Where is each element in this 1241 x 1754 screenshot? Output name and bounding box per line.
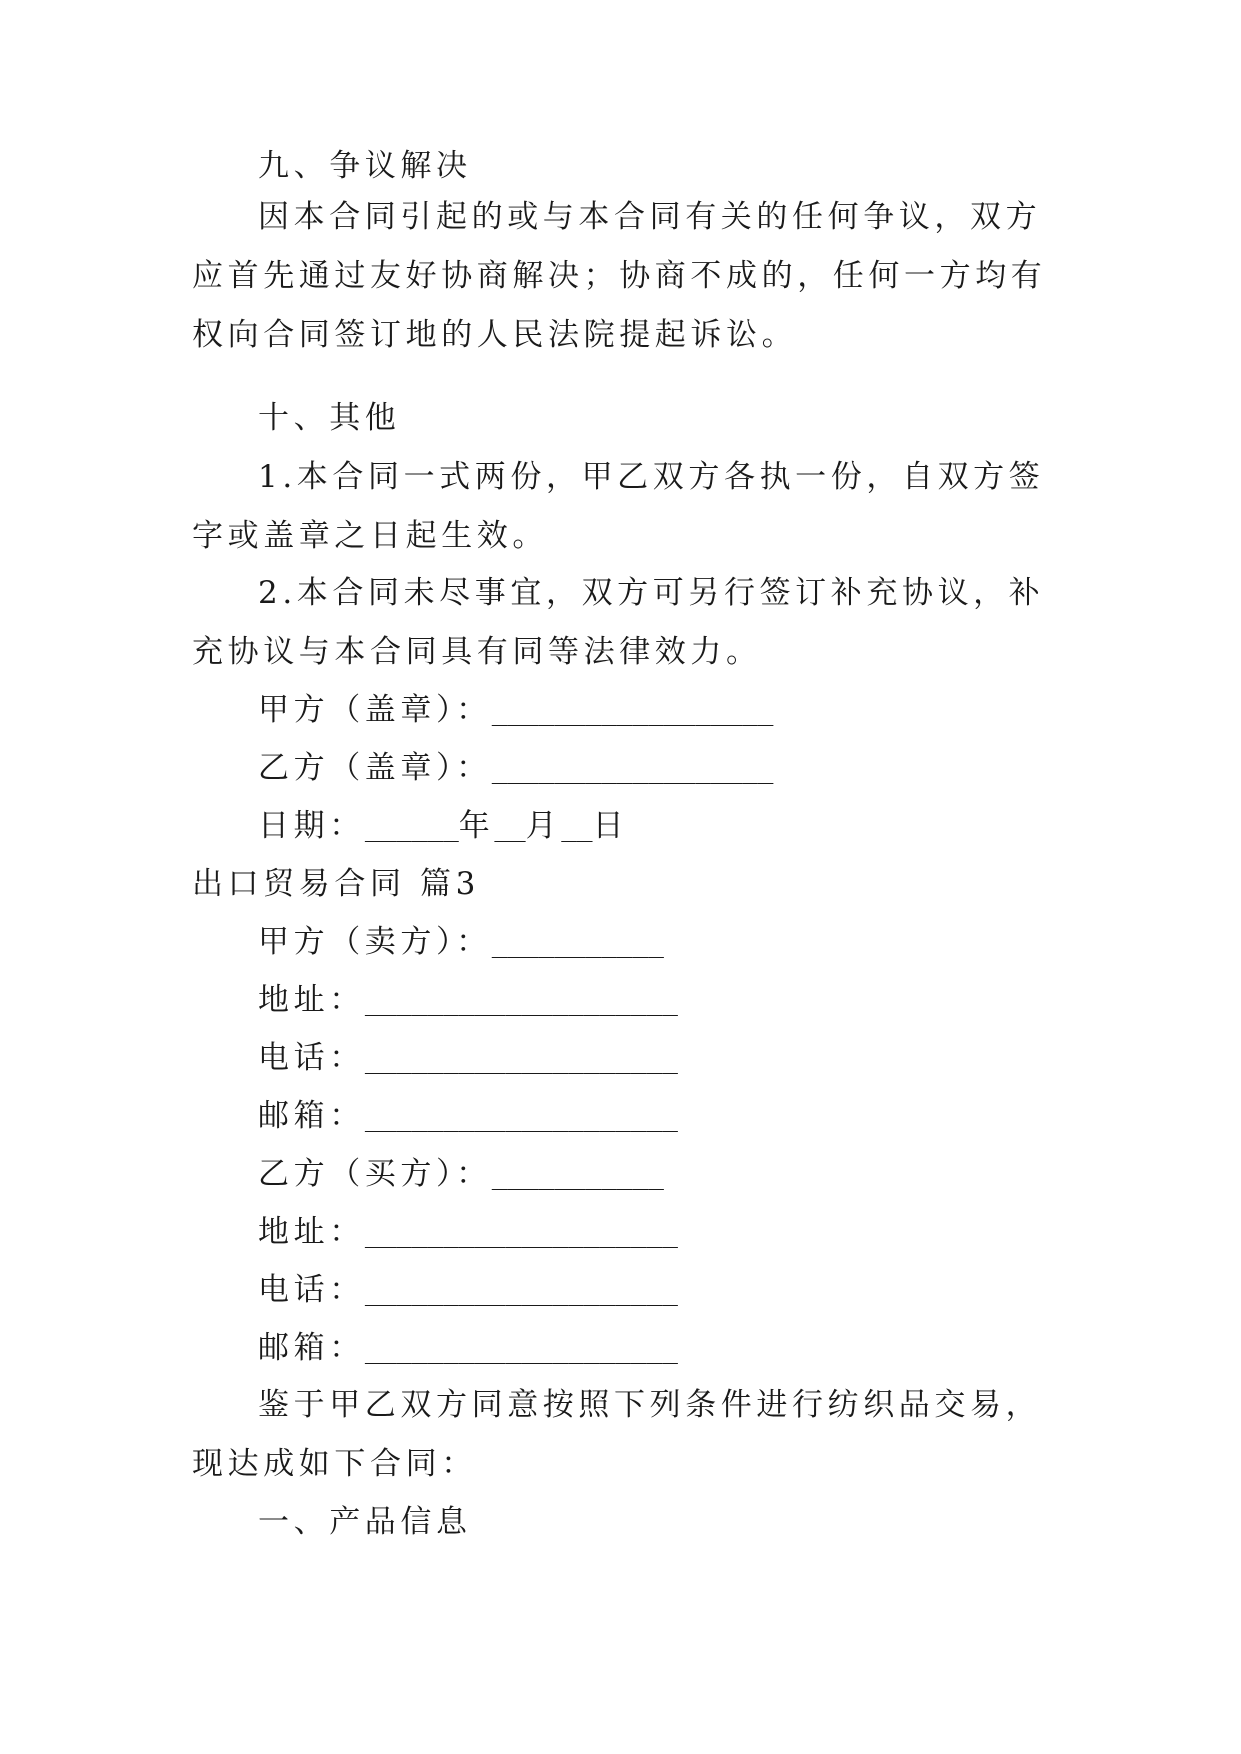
buyer-address-line xyxy=(258,1212,678,1254)
buyer-address-blank: ____________________ xyxy=(364,1219,678,1249)
party-b-seal-blank: __________________ xyxy=(491,755,774,785)
date-month-unit: 月 xyxy=(525,808,562,844)
section-10-item-2: 2.本合同未尽事宜，双方可另行签订补充协议，补充协议与本合同具有同等法律效力。 xyxy=(192,575,1045,670)
section-9-heading: 九、争议解决 xyxy=(258,148,472,184)
seller-line xyxy=(258,922,664,964)
seller-email-label: 邮箱： xyxy=(258,1098,365,1134)
buyer-email-blank: ____________________ xyxy=(364,1335,678,1365)
seller-phone-label: 电话： xyxy=(258,1040,365,1076)
seller-label: 甲方（卖方）： xyxy=(258,924,492,960)
buyer-phone-label: 电话： xyxy=(258,1272,365,1308)
party-b-seal-label: 乙方（盖章）： xyxy=(258,750,492,786)
seller-address-label: 地址： xyxy=(258,982,365,1018)
date-year-blank: ______ xyxy=(364,813,459,843)
date-line xyxy=(258,806,628,848)
seller-address-blank: ____________________ xyxy=(364,987,678,1017)
seller-address-line xyxy=(258,980,678,1022)
section-10-heading: 十、其他 xyxy=(258,400,401,436)
section-9-body: 因本合同引起的或与本合同有关的任何争议，双方应首先通过友好协商解决；协商不成的，任何一方均有权向合同签订地的人民法院提起诉讼。 xyxy=(192,199,1047,353)
buyer-phone-line xyxy=(258,1270,678,1312)
seller-blank: ___________ xyxy=(491,929,664,959)
buyer-label: 乙方（买方）： xyxy=(258,1156,492,1192)
contract-3-title: 出口贸易合同 篇3 xyxy=(192,866,480,902)
date-year-unit: 年 xyxy=(458,808,495,844)
party-a-seal-line xyxy=(258,690,773,732)
seller-email-line xyxy=(258,1096,678,1138)
date-day-blank: __ xyxy=(561,813,593,843)
party-a-seal-label: 甲方（盖章）： xyxy=(258,692,492,728)
party-a-seal-blank: __________________ xyxy=(491,697,774,727)
contract-preamble: 鉴于甲乙双方同意按照下列条件进行纺织品交易，现达成如下合同： xyxy=(192,1387,1042,1482)
date-label: 日期： xyxy=(258,808,365,844)
date-day-unit: 日 xyxy=(592,808,629,844)
party-b-seal-line xyxy=(258,748,773,790)
buyer-phone-blank: ____________________ xyxy=(364,1277,678,1307)
date-month-blank: __ xyxy=(494,813,526,843)
buyer-address-label: 地址： xyxy=(258,1214,365,1250)
section-10-item-1: 1.本合同一式两份，甲乙双方各执一份，自双方签字或盖章之日起生效。 xyxy=(192,459,1045,554)
buyer-email-line xyxy=(258,1328,678,1370)
buyer-line xyxy=(258,1154,664,1196)
seller-phone-line xyxy=(258,1038,678,1080)
buyer-blank: ___________ xyxy=(491,1161,664,1191)
buyer-email-label: 邮箱： xyxy=(258,1330,365,1366)
section-1-heading: 一、产品信息 xyxy=(258,1504,472,1540)
seller-email-blank: ____________________ xyxy=(364,1103,678,1133)
seller-phone-blank: ____________________ xyxy=(364,1045,678,1075)
